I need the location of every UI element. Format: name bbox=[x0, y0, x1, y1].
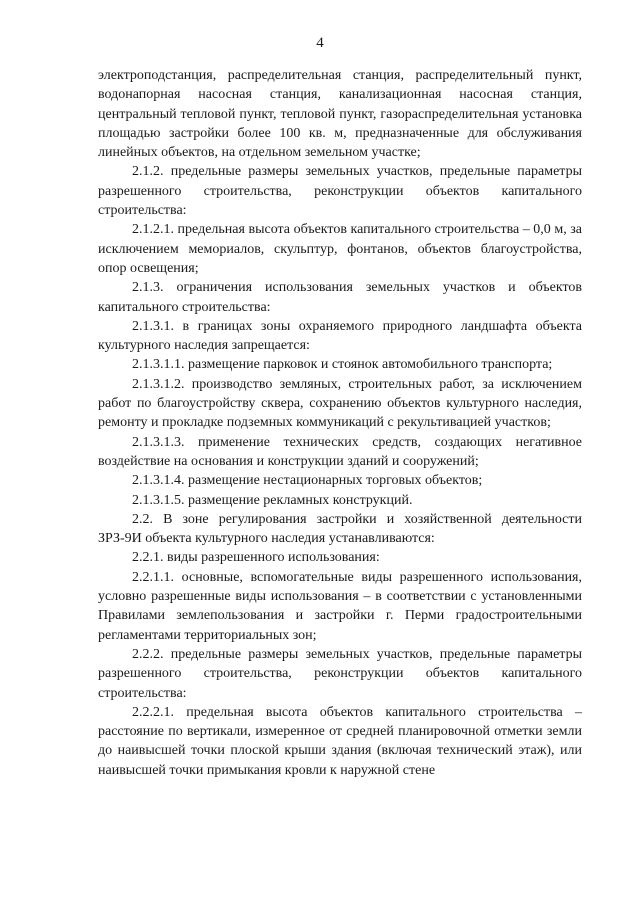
paragraph: 2.2.1.1. основные, вспомогательные виды разрешенного использования, условно разрешенные виды использования – в соответствии с установленными Правилами землепользования и застройки г. Перми градостроительными регламентами территориальных зон; bbox=[98, 569, 582, 643]
paragraph: 2.2.2.1. предельная высота объектов капитального строительства – расстояние по вертикали, измеренное от средней планировочной отметки земли до наивысшей точки плоской крыши здания (включая технический этаж), или наивысшей точки примыкания кровли к наружной стене bbox=[98, 704, 582, 778]
paragraph: 2.1.3.1.3. применение технических средств, создающих негативное воздействие на основания и конструкции зданий и сооружений; bbox=[98, 434, 582, 469]
paragraph: 2.1.3.1.2. производство земляных, строительных работ, за исключением работ по благоустройству сквера, сохранению объектов культурного наследия, ремонту и прокладке подземных коммуникаций с рекультивацией участков; bbox=[98, 376, 582, 431]
page-number: 4 bbox=[316, 35, 324, 51]
paragraph: электроподстанция, распределительная станция, распределительный пункт, водонапорная насосная станция, канализационная насосная станция, центральный тепловой пункт, тепловой пункт, газораспределительная установка площадью застройки более 100 кв. м, предназначенные для обслуживания линейных объектов, на отдельном земельном участке; bbox=[98, 68, 582, 161]
paragraph: 2.1.2.1. предельная высота объектов капитального строительства – 0,0 м, за исключением мемориалов, скульптур, фонтанов, объектов благоустройства, опор освещения; bbox=[98, 222, 582, 276]
paragraph: 2.1.3.1.5. размещение рекламных конструкций. bbox=[132, 492, 413, 508]
paragraph: 2.2.2. предельные размеры земельных участков, предельные параметры разрешенного строительства, реконструкции объектов капитального строительства: bbox=[98, 646, 582, 701]
paragraph: 2.1.3.1. в границах зоны охраняемого природного ландшафта объекта культурного наследия запрещается: bbox=[98, 318, 582, 354]
paragraph: 2.1.2. предельные размеры земельных участков, предельные параметры разрешенного строительства, реконструкции объектов капитального строительства: bbox=[98, 164, 582, 219]
paragraph: 2.1.3.1.1. размещение парковок и стоянок автомобильного транспорта; bbox=[132, 357, 553, 373]
paragraph: 2.2.1. виды разрешенного использования: bbox=[132, 550, 380, 566]
paragraph: 2.2. В зоне регулирования застройки и хозяйственной деятельности ЗРЗ-9И объекта культурного наследия устанавливаются: bbox=[98, 511, 582, 547]
paragraph: 2.1.3. ограничения использования земельных участков и объектов капитального строительства: bbox=[98, 280, 582, 315]
document-body bbox=[98, 66, 582, 780]
paragraph: 2.1.3.1.4. размещение нестационарных торговых объектов; bbox=[132, 473, 483, 489]
